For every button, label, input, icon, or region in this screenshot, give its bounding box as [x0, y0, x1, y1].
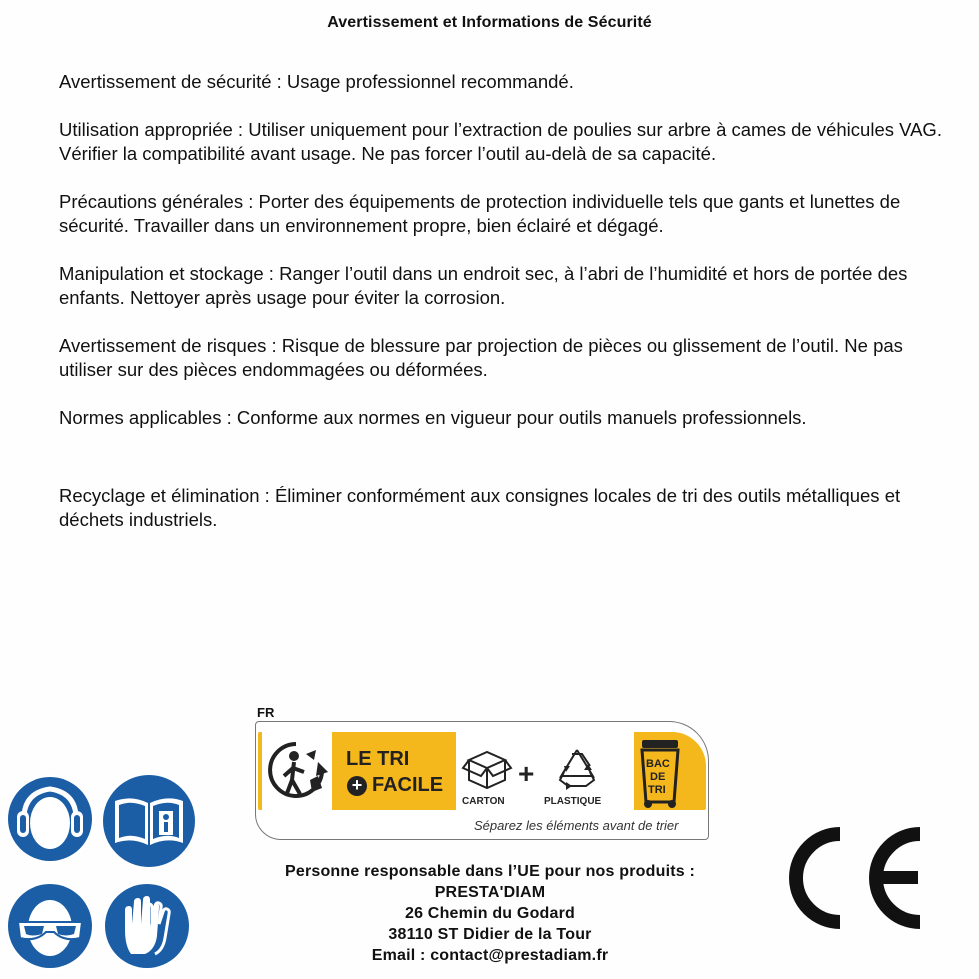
- responsible-heading: Personne responsable dans l’UE pour nos produits :: [284, 863, 696, 880]
- safety-warning-paragraph: Avertissement de sécurité : Usage professionnel recommandé.: [59, 71, 574, 92]
- handling-storage-paragraph: Manipulation et stockage : Ranger l’outil dans un endroit sec, à l’abri de l’humidité et hors de portée des enfants. Nettoyer après usage pour éviter la corrosion.: [59, 263, 908, 308]
- recycling-paragraph: Recyclage et élimination : Éliminer conformément aux consignes locales de tri des outils métalliques et déchets industriels.: [59, 485, 901, 530]
- tri-text-le-tri: LE TRI: [346, 748, 410, 770]
- standards-paragraph: Normes applicables : Conforme aux normes en vigueur pour outils manuels professionnels.: [59, 407, 807, 428]
- country-code-label: FR: [257, 705, 275, 720]
- tri-footer-text: Séparez les éléments avant de trier: [474, 818, 679, 833]
- page-title: Avertissement et Informations de Sécurité: [327, 14, 652, 31]
- company-email: Email : contact@prestadiam.fr: [371, 947, 609, 964]
- triman-icon: [262, 732, 332, 810]
- triman-recycling-label: [255, 721, 709, 840]
- bin-text-tri: TRI: [648, 784, 666, 796]
- responsible-person-block: [240, 861, 740, 966]
- company-street: 26 Chemin du Godard: [404, 905, 576, 922]
- carton-label: CARTON: [462, 796, 505, 807]
- safety-glasses-icon: [4, 880, 96, 972]
- bin-text-bac: BAC: [646, 758, 670, 770]
- read-manual-icon: [101, 773, 197, 869]
- tri-plus-badge: +: [347, 776, 367, 796]
- tri-plus-sign: +: [518, 758, 535, 789]
- risk-warning-paragraph: Avertissement de risques : Risque de blessure par projection de pièces ou glissement de l’outil. Ne pas utiliser sur des pièces endommagées ou déformées.: [59, 335, 903, 380]
- company-city: 38110 ST Didier de la Tour: [388, 926, 592, 943]
- ear-protection-icon: [4, 773, 96, 865]
- tri-text-facile: FACILE: [372, 774, 444, 796]
- general-precautions-paragraph: Précautions générales : Porter des équipements de protection individuelle tels que gants et lunettes de sécurité. Travailler dans un environnement propre, bien éclairé et dégagé.: [59, 191, 901, 236]
- intended-use-paragraph: Utilisation appropriée : Utiliser uniquement pour l’extraction de poulies sur arbre à cames de véhicules VAG. Vérifier la compatibilité avant usage. Ne pas forcer l’outil au-delà de sa capacité.: [59, 119, 942, 164]
- plastique-label: PLASTIQUE: [544, 796, 602, 807]
- ce-mark-icon: [784, 826, 926, 930]
- plastic-recycle-icon: [552, 744, 602, 792]
- company-name: PRESTA'DIAM: [434, 884, 546, 901]
- protective-gloves-icon: [101, 880, 193, 972]
- carton-box-icon: [461, 744, 513, 792]
- bin-text-de: DE: [650, 771, 666, 783]
